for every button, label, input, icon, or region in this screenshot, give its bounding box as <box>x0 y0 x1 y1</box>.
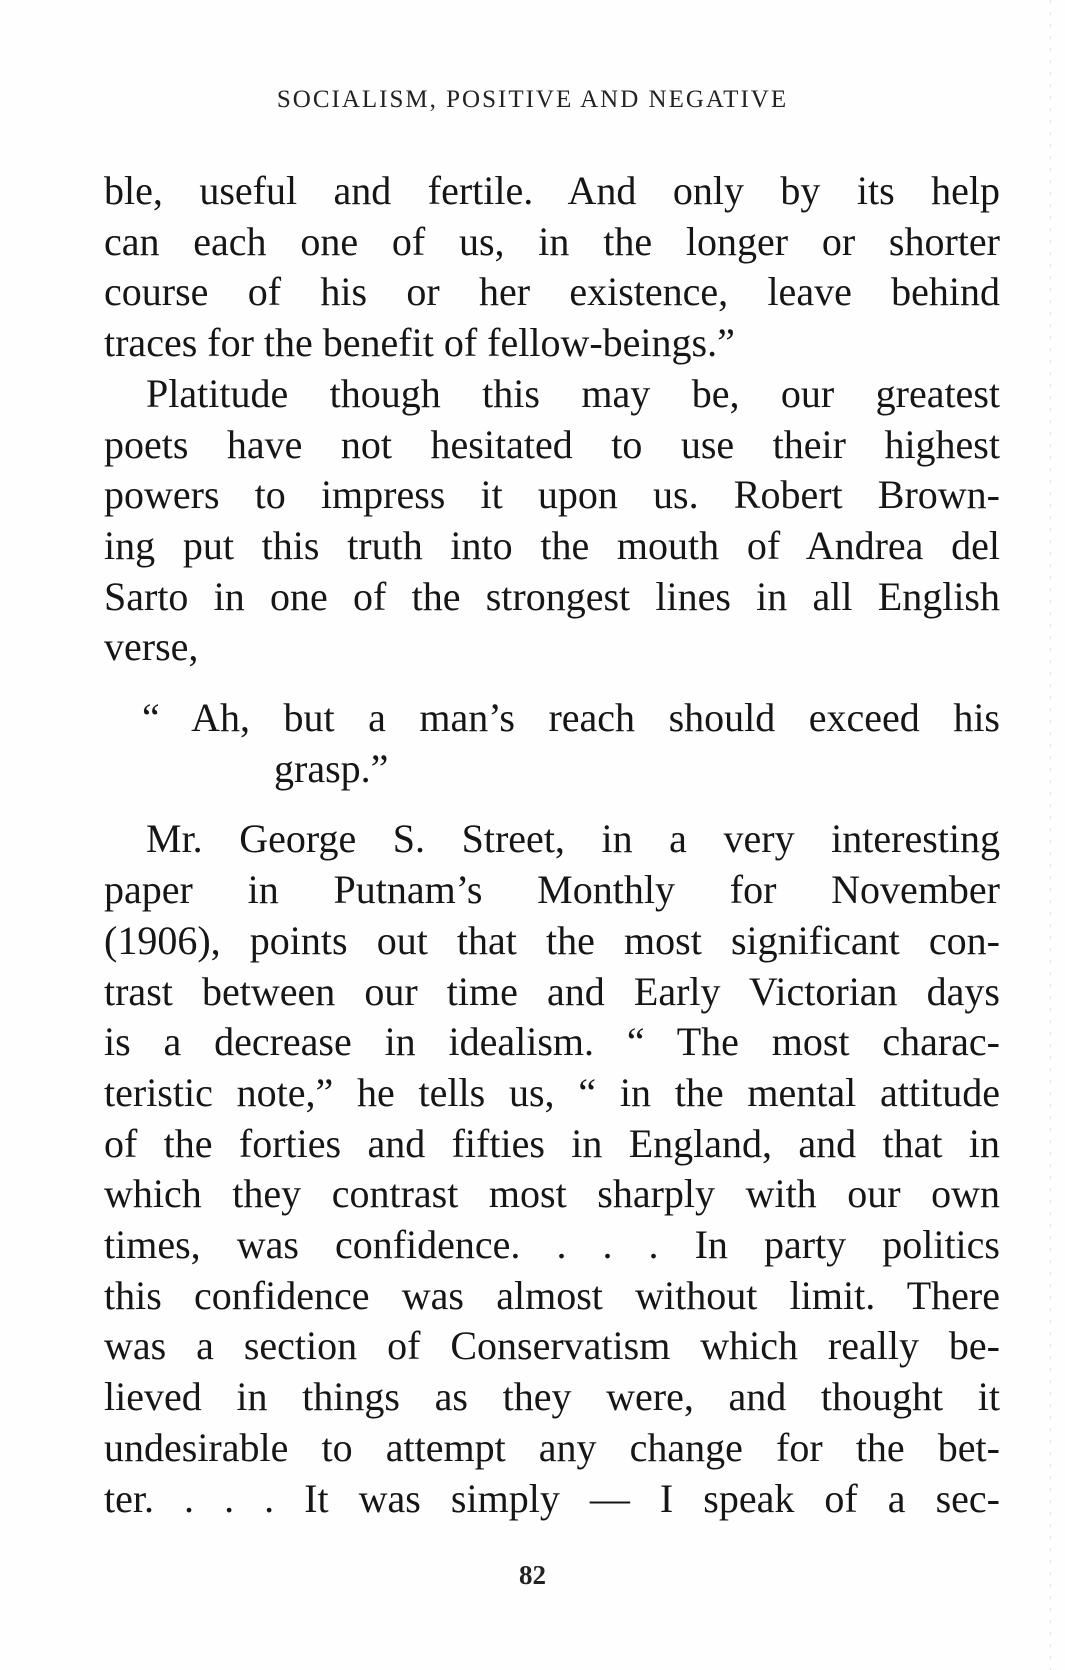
text-line: Sarto in one of the strongest lines in all English <box>104 573 1000 619</box>
running-head: SOCIALISM, POSITIVE AND NEGATIVE <box>276 86 789 113</box>
text-line: which they contrast most sharply with our own <box>104 1171 1000 1217</box>
text-line: poets have not hesitated to use their highest <box>104 421 1000 467</box>
text-line: powers to impress it upon us. Robert Brown- <box>104 472 1000 518</box>
text-line: this confidence was almost without limit. There <box>104 1272 1000 1318</box>
text-line: is a decrease in idealism. “ The most charac- <box>104 1019 1000 1065</box>
verse-line: “ Ah, but a man’s reach should exceed his <box>142 695 1000 741</box>
text-line: times, was confidence. . . . In party politics <box>104 1222 1000 1268</box>
text-line: (1906), points out that the most significant con- <box>104 917 1000 963</box>
text-line: ter. . . . It was simply — I speak of a sec- <box>104 1475 1000 1521</box>
scan-margin-line <box>1050 0 1051 1670</box>
text-line: ing put this truth into the mouth of Andrea del <box>104 522 1000 568</box>
text-line: lieved in things as they were, and thought it <box>104 1374 1000 1420</box>
text-line: can each one of us, in the longer or shorter <box>104 218 1000 264</box>
text-line: undesirable to attempt any change for the bet- <box>104 1424 1000 1470</box>
text-line: course of his or her existence, leave behind <box>104 269 1000 315</box>
text-line: traces for the benefit of fellow-beings.” <box>104 320 735 366</box>
text-line: trast between our time and Early Victorian days <box>104 968 1000 1014</box>
text-line: Platitude though this may be, our greatest <box>146 370 1000 416</box>
text-line: verse, <box>104 624 199 670</box>
text-line: of the forties and fifties in England, and that in <box>104 1120 1000 1166</box>
text-line: was a section of Conservatism which really be- <box>104 1323 1000 1369</box>
verse-line: grasp.” <box>274 745 389 791</box>
verse-quotation <box>104 693 1000 794</box>
text-line: paper in Putnam’s Monthly for November <box>104 867 1000 913</box>
text-line: ble, useful and fertile. And only by its help <box>104 168 1000 213</box>
body-text <box>104 166 1000 1524</box>
text-line: Mr. George S. Street, in a very interesting <box>146 816 1000 862</box>
page-number: 82 <box>519 1560 546 1590</box>
text-line: teristic note,” he tells us, “ in the mental attitude <box>104 1069 1000 1115</box>
